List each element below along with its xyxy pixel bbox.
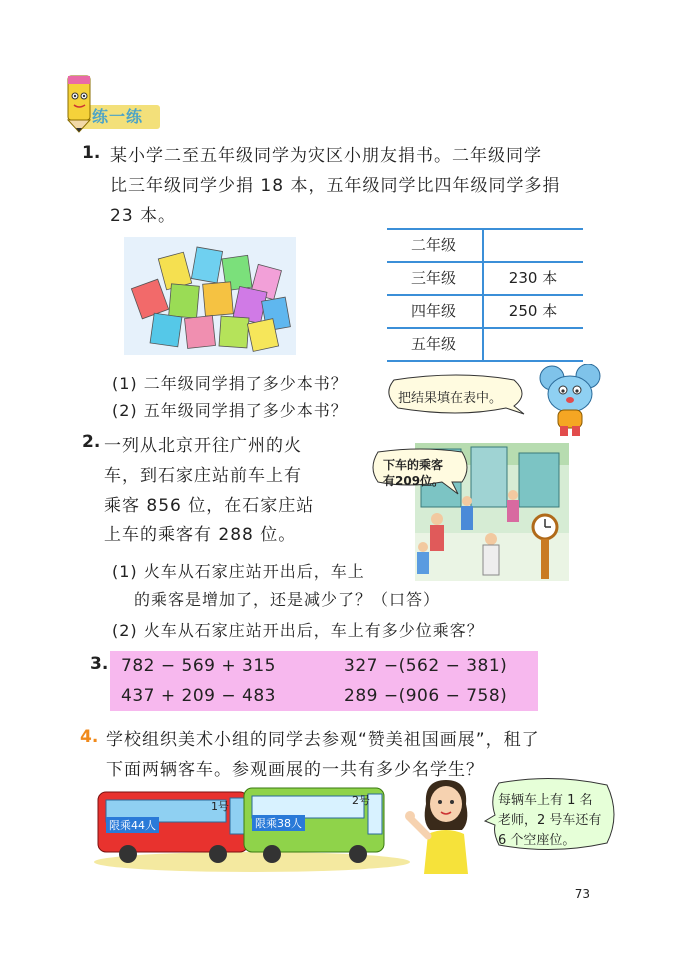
- bus-2-number: 2号: [352, 794, 370, 807]
- problem-1-question-2: (2) 五年级同学捐了多少本书？: [112, 401, 348, 420]
- bus-1-number: 1号: [211, 800, 229, 813]
- stack-of-books-picture: [124, 237, 296, 355]
- grade-table: [387, 228, 583, 362]
- problem-2-line-2: 车，到石家庄站前车上有: [104, 466, 302, 486]
- table-cell-grade: 四年级: [410, 302, 456, 320]
- problem-1-question-1: (1) 二年级同学捐了多少本书？: [112, 374, 348, 393]
- table-cell-grade: 三年级: [410, 269, 456, 287]
- problem-2-question-1-cont: 的乘客是增加了，还是减少了？（口答）: [134, 590, 441, 609]
- problem-2-line-1: 一列从北京开往广州的火: [104, 436, 302, 456]
- table-cell-value: 230 本: [482, 263, 582, 294]
- header-label: 练一练: [92, 107, 144, 126]
- bubble-text: 每辆车上有 1 名: [498, 793, 593, 808]
- table-row: [387, 294, 583, 327]
- problem-4-number: 4.: [80, 727, 99, 747]
- table-cell-grade: 二年级: [410, 236, 456, 254]
- problem-2-line-3: 乘客 856 位，在石家庄站: [104, 496, 315, 516]
- bus-2-sign: 限乘38人: [252, 815, 305, 831]
- expression: 289 −(906 − 758): [344, 686, 508, 706]
- bubble-text: 把结果填在表中。: [398, 391, 503, 406]
- expression: 437 + 209 − 483: [121, 686, 276, 706]
- problem-1-number: 1.: [82, 143, 101, 163]
- problem-4-line-2: 下面两辆客车。参观画展的一共有多少名学生？: [106, 760, 484, 780]
- table-row: [387, 327, 583, 362]
- mouse-mascot-icon: [536, 364, 608, 440]
- bubble-text: 老师，2 号车还有: [498, 813, 602, 828]
- problem-2-number: 2.: [82, 432, 101, 452]
- problem-3-number: 3.: [90, 654, 109, 674]
- bubble-text: 有209位。: [383, 474, 445, 488]
- table-cell-value: 250 本: [482, 296, 582, 327]
- problem-2-question-2: (2) 火车从石家庄站开出后，车上有多少位乘客？: [112, 621, 484, 640]
- table-cell-value: [482, 329, 582, 360]
- bus-1-sign: 限乘44人: [106, 817, 159, 833]
- bubble-text: 6 个空座位。: [498, 833, 576, 848]
- problem-4-line-1: 学校组织美术小组的同学去参观“赞美祖国画展”，租了: [106, 730, 540, 750]
- problem-1-line-2: 比三年级同学少捐 18 本，五年级同学比四年级同学多捐: [110, 176, 561, 196]
- table-cell-grade: 五年级: [410, 335, 456, 353]
- teacher-girl-icon: [404, 774, 486, 874]
- problem-2-question-1: (1) 火车从石家庄站开出后，车上: [112, 562, 365, 581]
- bubble-text: 下车的乘客: [383, 458, 444, 472]
- problem-2-line-4: 上车的乘客有 288 位。: [104, 525, 297, 545]
- problem-1-line-1: 某小学二至五年级同学为灾区小朋友捐书。二年级同学: [110, 146, 542, 166]
- table-row: [387, 261, 583, 294]
- table-cell-value: [482, 230, 582, 261]
- problem-1-line-3: 23 本。: [110, 206, 177, 226]
- expression: 327 −(562 − 381): [344, 656, 508, 676]
- table-row: [387, 228, 583, 261]
- expression: 782 − 569 + 315: [121, 656, 276, 676]
- page-number: 73: [574, 887, 590, 901]
